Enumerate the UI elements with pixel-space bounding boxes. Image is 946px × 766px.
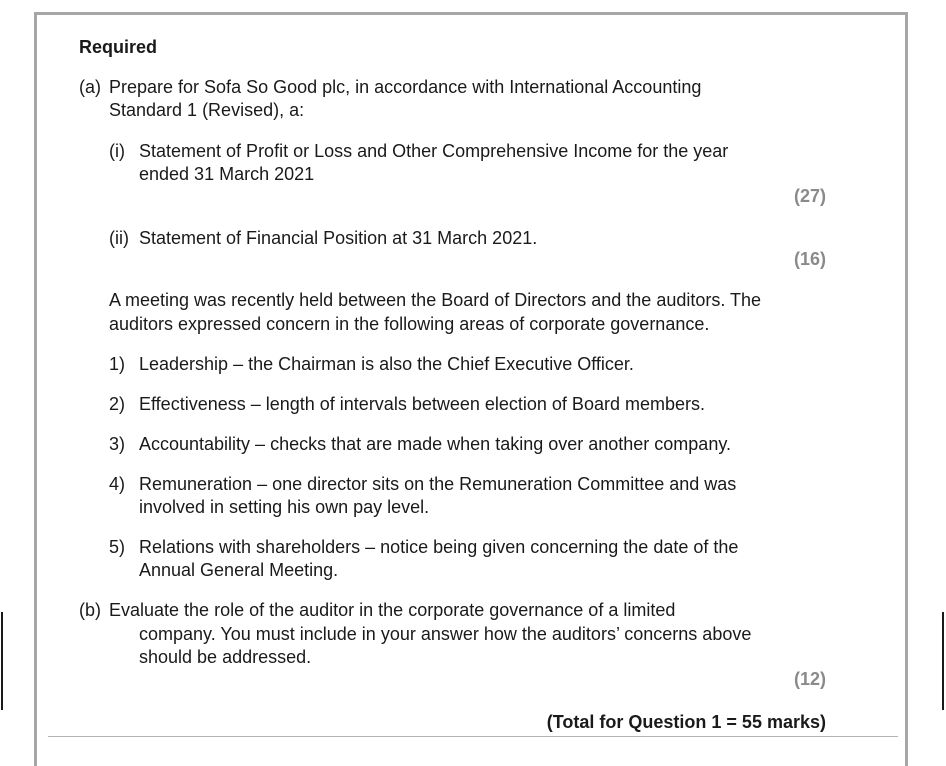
concern-text: Remuneration – one director sits on the Remuneration Committee and was <box>139 474 737 494</box>
sub-ii-marks: (16) <box>793 249 826 269</box>
part-a-label: (a) <box>79 77 101 97</box>
required-heading: Required <box>79 37 158 57</box>
part-a-text-line1: Prepare for Sofa So Good plc, in accordance with International Accounting <box>109 77 702 97</box>
sub-i-text-line2: ended 31 March 2021 <box>139 164 315 184</box>
meeting-text-line1: A meeting was recently held between the Board of Directors and the auditors. The <box>109 290 762 310</box>
sub-i-marks: (27) <box>793 186 826 206</box>
sub-ii-label: (ii) <box>109 228 129 248</box>
concern-text-continued: involved in setting his own pay level. <box>139 497 430 517</box>
sub-i-text-line1: Statement of Profit or Loss and Other Comprehensive Income for the year <box>139 141 729 161</box>
meeting-text-line2: auditors expressed concern in the following areas of corporate governance. <box>109 314 710 334</box>
concern-number: 1) <box>109 354 126 374</box>
part-b-label: (b) <box>79 600 101 620</box>
concern-number: 4) <box>109 474 126 494</box>
right-edge-line <box>942 612 944 710</box>
bottom-rule <box>48 736 898 737</box>
concern-text: Effectiveness – length of intervals between election of Board members. <box>139 394 705 414</box>
concern-text: Leadership – the Chairman is also the Chief Executive Officer. <box>139 354 634 374</box>
total-marks: (Total for Question 1 = 55 marks) <box>546 712 826 732</box>
part-b-marks: (12) <box>793 669 826 689</box>
left-edge-line <box>1 612 3 710</box>
concern-text-continued: Annual General Meeting. <box>139 560 339 580</box>
part-b-text-line2: company. You must include in your answer how the auditors’ concerns above <box>139 624 752 644</box>
concern-number: 3) <box>109 434 126 454</box>
part-b-text-line3: should be addressed. <box>139 647 312 667</box>
sub-ii-text: Statement of Financial Position at 31 March 2021. <box>139 228 538 248</box>
concern-text: Accountability – checks that are made when taking over another company. <box>139 434 731 454</box>
concern-number: 5) <box>109 537 126 557</box>
part-a-text-line2: Standard 1 (Revised), a: <box>109 100 305 120</box>
concern-text: Relations with shareholders – notice being given concerning the date of the <box>139 537 739 557</box>
part-b-text-line1: Evaluate the role of the auditor in the corporate governance of a limited <box>109 600 676 620</box>
sub-i-label: (i) <box>109 141 125 161</box>
concern-number: 2) <box>109 394 126 414</box>
